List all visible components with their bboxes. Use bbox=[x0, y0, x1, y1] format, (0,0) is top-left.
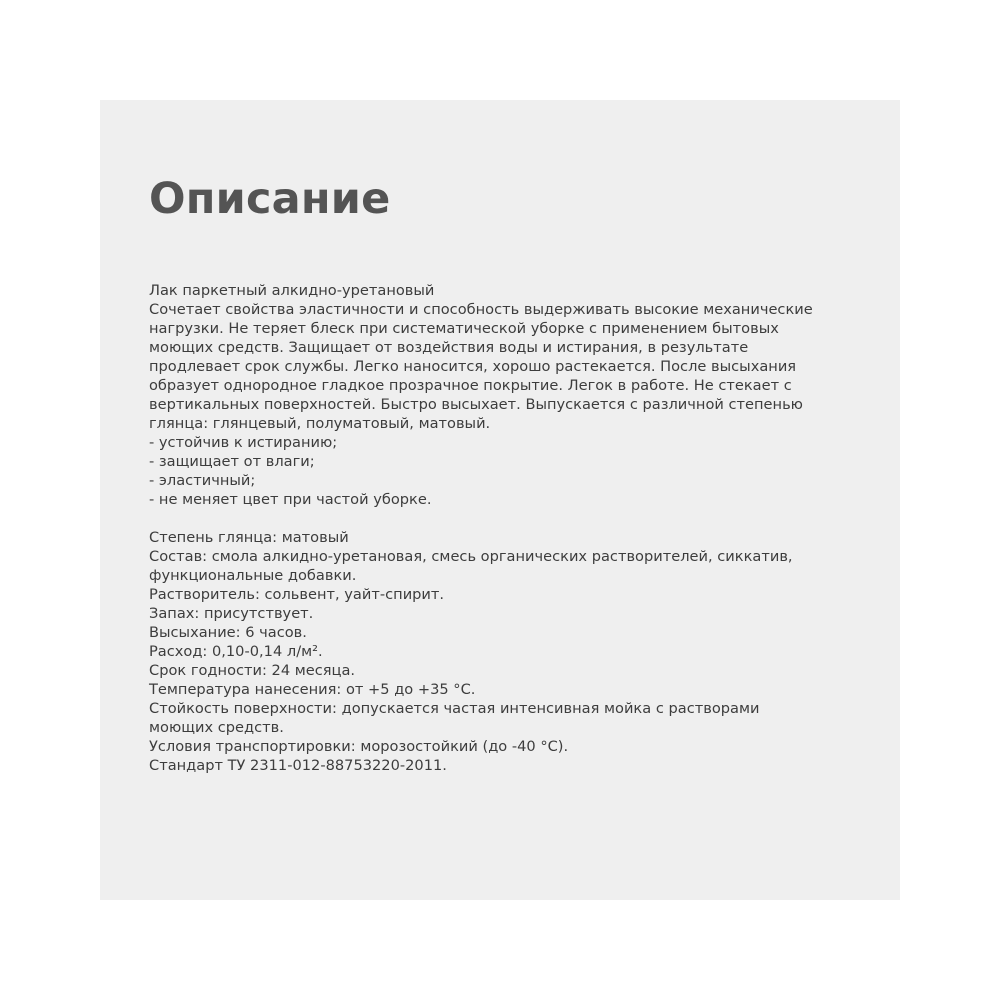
feature-item: - устойчив к истиранию; bbox=[149, 434, 338, 451]
description-line: моющих средств. Защищает от воздействия воды и истирания, в результате bbox=[149, 339, 749, 356]
feature-item: - эластичный; bbox=[149, 472, 256, 489]
spec-resistance-cont: моющих средств. bbox=[149, 719, 284, 736]
description-line: продлевает срок службы. Легко наносится, хорошо растекается. После высыхания bbox=[149, 358, 797, 375]
description-line: Лак паркетный алкидно-уретановый bbox=[149, 282, 435, 299]
description-line: нагрузки. Не теряет блеск при систематической уборке с применением бытовых bbox=[149, 320, 779, 337]
spec-composition-cont: функциональные добавки. bbox=[149, 567, 357, 584]
spec-transport: Условия транспортировки: морозостойкий (до -40 °С). bbox=[149, 738, 569, 755]
spec-temperature: Температура нанесения: от +5 до +35 °С. bbox=[149, 681, 476, 698]
description-paragraph bbox=[149, 281, 889, 433]
spec-consumption: Расход: 0,10-0,14 л/м². bbox=[149, 643, 323, 660]
spec-odor: Запах: присутствует. bbox=[149, 605, 314, 622]
description-card bbox=[100, 100, 900, 900]
spec-standard: Стандарт ТУ 2311-012-88753220-2011. bbox=[149, 757, 447, 774]
spec-resistance: Стойкость поверхности: допускается частая интенсивная мойка с растворами bbox=[149, 700, 760, 717]
page-title: Описание bbox=[149, 174, 391, 224]
spec-gloss: Степень глянца: матовый bbox=[149, 529, 349, 546]
description-line: Сочетает свойства эластичности и способность выдерживать высокие механические bbox=[149, 301, 813, 318]
spec-shelf-life: Срок годности: 24 месяца. bbox=[149, 662, 356, 679]
features-list bbox=[149, 433, 889, 509]
description-line: вертикальных поверхностей. Быстро высыхает. Выпускается с различной степенью bbox=[149, 396, 803, 413]
description-body bbox=[149, 281, 889, 775]
spec-composition: Состав: смола алкидно-уретановая, смесь органических растворителей, сиккатив, bbox=[149, 548, 793, 565]
spec-drying: Высыхание: 6 часов. bbox=[149, 624, 307, 641]
description-line: образует однородное гладкое прозрачное покрытие. Легок в работе. Не стекает с bbox=[149, 377, 792, 394]
section-spacer bbox=[149, 509, 889, 528]
specs-list bbox=[149, 528, 889, 775]
description-line: глянца: глянцевый, полуматовый, матовый. bbox=[149, 415, 491, 432]
spec-solvent: Растворитель: сольвент, уайт-спирит. bbox=[149, 586, 445, 603]
feature-item: - защищает от влаги; bbox=[149, 453, 315, 470]
feature-item: - не меняет цвет при частой уборке. bbox=[149, 491, 432, 508]
